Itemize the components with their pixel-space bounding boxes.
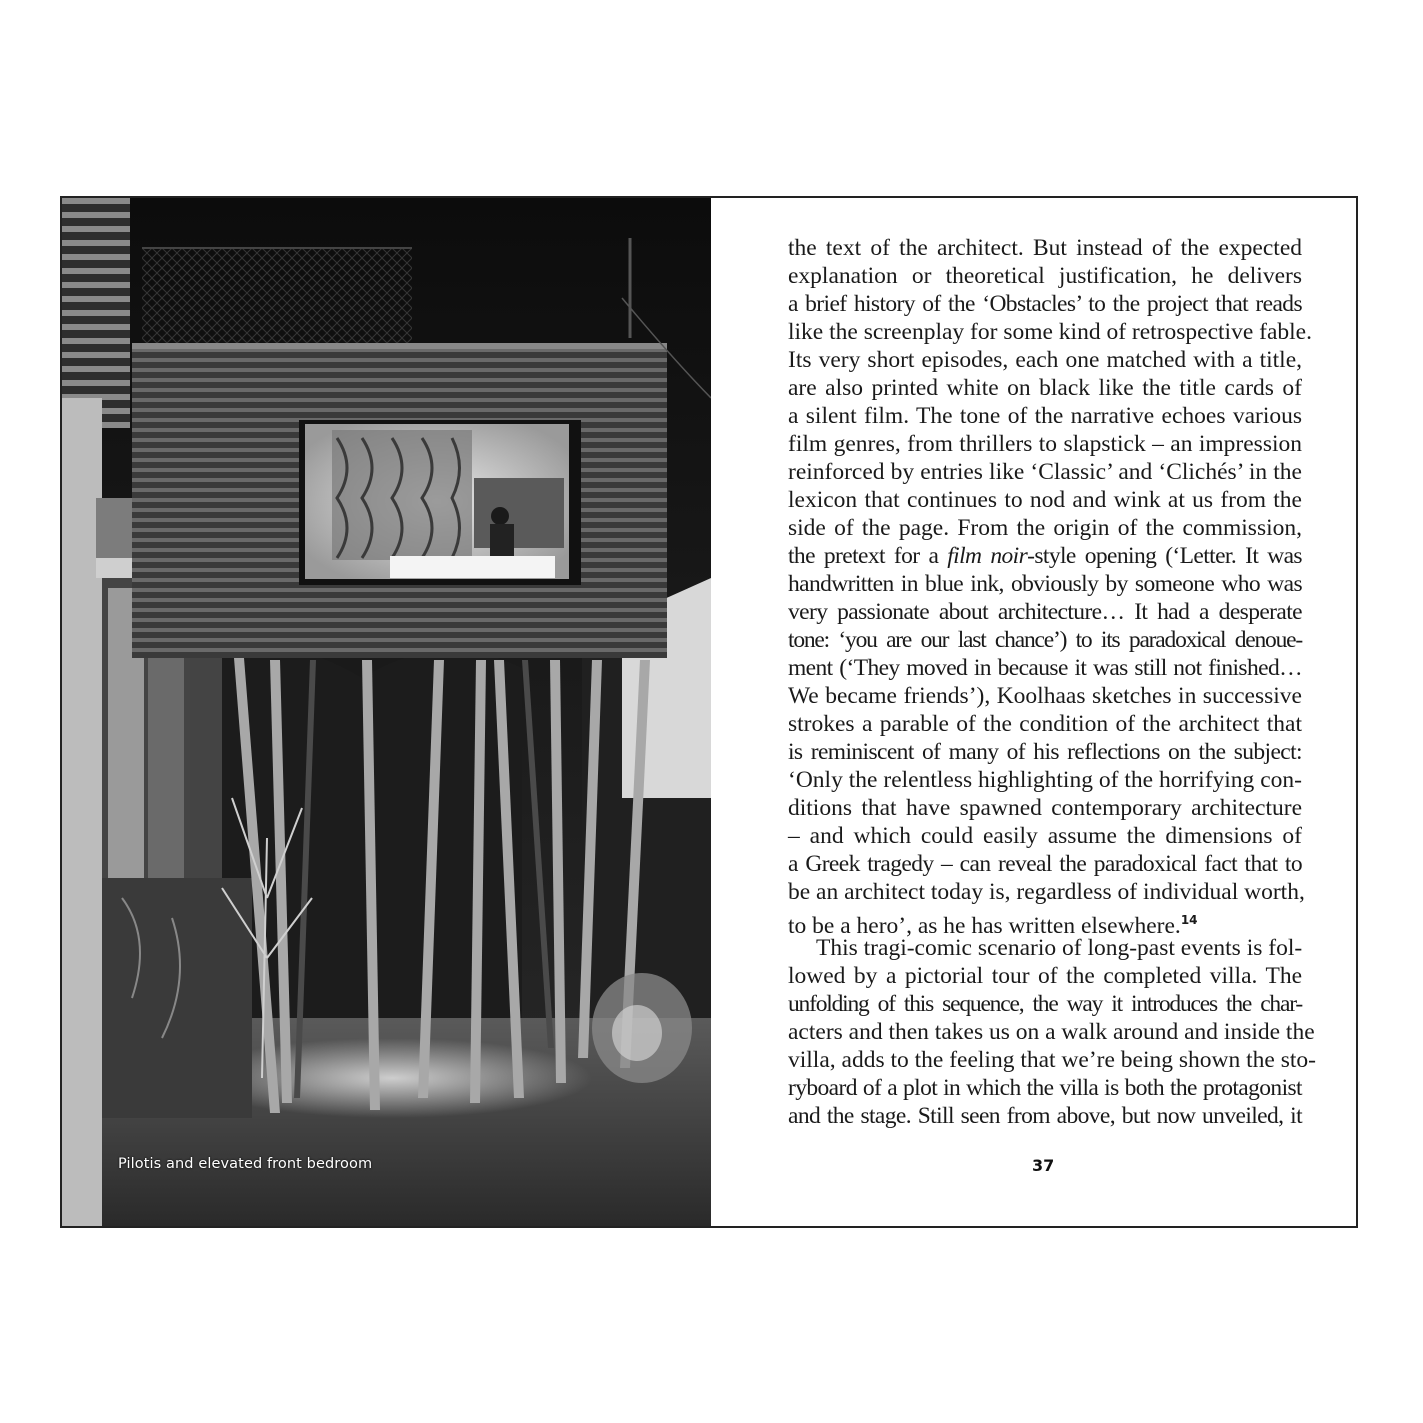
- text-line: acters and then takes us on a walk around and inside the: [788, 1019, 1315, 1045]
- italic-term: film noir: [947, 543, 1028, 569]
- text-line: strokes a parable of the condition of the architect that: [788, 711, 1302, 737]
- text-segment: -style opening (‘Letter. It was: [1027, 543, 1302, 569]
- text-line: handwritten in blue ink, obviously by someone who was: [788, 571, 1302, 597]
- photo-illustration: [62, 198, 711, 1226]
- text-line: be an architect today is, regardless of individual worth,: [788, 879, 1305, 905]
- text-line: [788, 542, 1302, 570]
- page-number: 37: [1032, 1156, 1055, 1175]
- photo-caption: Pilotis and elevated front bedroom: [118, 1156, 373, 1172]
- text-line: This tragi-comic scenario of long-past events is fol-: [816, 935, 1303, 961]
- text-line: [788, 906, 1302, 939]
- text-line: lowed by a pictorial tour of the completed villa. The: [788, 963, 1302, 989]
- book-spread: [60, 196, 1358, 1228]
- footnote-reference[interactable]: 14: [1180, 913, 1198, 927]
- text-segment: the pretext for a: [788, 543, 948, 569]
- house-photo: [62, 198, 711, 1226]
- text-line: a brief history of the ‘Obstacles’ to the project that reads: [788, 291, 1302, 317]
- text-line: the text of the architect. But instead of the expected: [788, 235, 1302, 261]
- text-segment: to be a hero’, as he has written elsewhere.: [788, 912, 1181, 939]
- text-line: ‘Only the relentless highlighting of the horrifying con-: [788, 767, 1302, 793]
- text-line: lexicon that continues to nod and wink at us from the: [788, 487, 1302, 513]
- text-line: ditions that have spawned contemporary architecture: [788, 795, 1302, 821]
- text-line: very passionate about architecture… It had a desperate: [788, 599, 1302, 625]
- text-line: side of the page. From the origin of the commission,: [788, 515, 1302, 541]
- text-line: is reminiscent of many of his reflections on the subject:: [788, 739, 1302, 765]
- text-line: villa, adds to the feeling that we’re being shown the sto-: [788, 1047, 1316, 1073]
- text-line: are also printed white on black like the title cards of: [788, 375, 1302, 401]
- text-line: a silent film. The tone of the narrative echoes various: [788, 403, 1302, 429]
- text-line: Its very short episodes, each one matched with a title,: [788, 347, 1302, 373]
- text-line: ryboard of a plot in which the villa is both the protagonist: [788, 1075, 1302, 1101]
- text-line: explanation or theoretical justification, he delivers: [788, 263, 1302, 289]
- text-line: reinforced by entries like ‘Classic’ and ‘Clichés’ in the: [788, 459, 1302, 485]
- text-line: We became friends’), Koolhaas sketches in successive: [788, 683, 1302, 709]
- text-line: ment (‘They moved in because it was still not finished…: [788, 655, 1302, 681]
- text-line: like the screenplay for some kind of retrospective fable.: [788, 319, 1312, 345]
- text-line: and the stage. Still seen from above, but now unveiled, it: [788, 1103, 1302, 1129]
- text-line: unfolding of this sequence, the way it introduces the char-: [788, 991, 1302, 1017]
- text-line: a Greek tragedy – can reveal the paradoxical fact that to: [788, 851, 1302, 877]
- text-line: tone: ‘you are our last chance’) to its paradoxical denoue-: [788, 627, 1302, 653]
- text-line: – and which could easily assume the dimensions of: [788, 823, 1302, 849]
- text-page: [788, 234, 1316, 1130]
- text-line: film genres, from thrillers to slapstick – an impression: [788, 431, 1302, 457]
